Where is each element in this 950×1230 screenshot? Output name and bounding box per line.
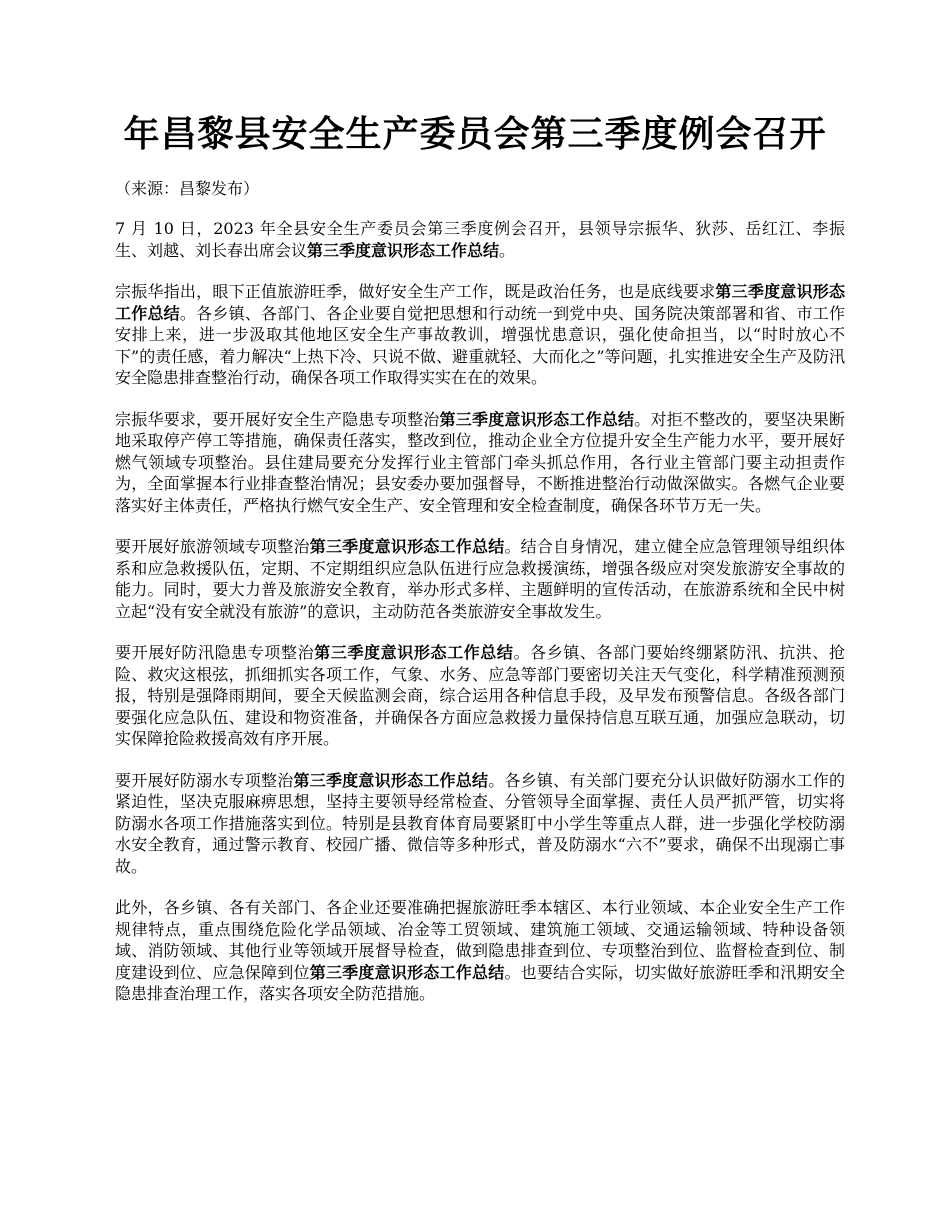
highlight-phrase: 第三季度意识形态工作总结 [309,537,505,556]
paragraph-7 [115,897,845,1005]
paragraph-4 [115,536,845,622]
highlight-phrase: 第三季度意识形态工作总结 [307,240,500,260]
highlight-phrase: 第三季度意识形态工作总结 [439,409,635,429]
paragraph-text: 。结合自身情况，建立健全应急管理领导组织体系和应急救援队伍，定期、不定期组织应急队伍进行应急救援演练，增强各级应对突发旅游安全事故的能力。同时，要大力普及旅游安全教育，举办形式多样、主题鲜明的宣传活动，在旅游系统和全民中树立起“没有安全就没有旅游”的意识，主动防范各类旅游安全事故发生。 [115,537,845,621]
paragraph-text: 宗振华要求，要开展好安全生产隐患专项整治 [115,409,440,429]
highlight-phrase: 第三季度意识形态工作总结 [115,282,845,323]
paragraph-2 [115,281,845,389]
highlight-phrase: 第三季度意识形态工作总结 [293,770,489,790]
paragraph-text: 。也要结合实际，切实做好旅游旺季和汛期安全隐患排查治理工作，落实各项安全防范措施。 [115,962,845,1003]
highlight-phrase: 第三季度意识形态工作总结 [314,643,514,662]
paragraph-text: 。各乡镇、各部门、各企业要自觉把思想和行动统一到党中央、国务院决策部署和省、市工作安排上来，进一步汲取其他地区安全生产事故教训，增强忧患意识，强化使命担当，以“时时放心不下”的责任感，着力解决“上热下冷、只说不做、避重就轻、大而化之”等问题，扎实推进安全生产及防汛安全隐患排查整治行动，确保各项工作取得实实在在的效果。 [115,303,845,387]
article-title: 年昌黎县安全生产委员会第三季度例会召开 [123,113,827,155]
paragraph-text: 7 月 10 日，2023 年全县安全生产委员会第三季度例会召开，县领导宗振华、狄莎、岳红江、李振生、刘越、刘长春出席会议 [115,219,845,260]
highlight-phrase: 第三季度意识形态工作总结 [309,962,505,982]
paragraph-1 [115,218,845,261]
paragraph-text: 要开展好防溺水专项整治 [115,770,294,790]
paragraph-text: 要开展好防汛隐患专项整治 [115,643,315,662]
paragraph-text: 要开展好旅游领域专项整治 [115,537,310,556]
paragraph-text: 。 [499,240,516,260]
paragraph-5 [115,642,845,750]
article-source: （来源：昌黎发布） [115,179,260,198]
article-body [115,218,845,1025]
paragraph-6 [115,770,845,878]
paragraph-text: 。各乡镇、各部门要始终绷紧防汛、抗洪、抢险、救灾这根弦，抓细抓实各项工作，气象、水务、应急等部门要密切关注天气变化，科学精准预测预报，特别是强降雨期间，要全天候监测会商，综合运用各种信息手段，及早发布预警信息。各级各部门要强化应急队伍、建设和物资准备，并确保各方面应急救援力量保持信息互联互通，加强应急联动，切实保障抢险救援高效有序开展。 [115,643,845,748]
paragraph-text: 宗振华指出，眼下正值旅游旺季，做好安全生产工作，既是政治任务，也是底线要求 [115,282,716,301]
paragraph-text: 。对拒不整改的，要坚决果断地采取停产停工等措施，确保责任落实，整改到位，推动企业全方位提升安全生产能力水平，要开展好燃气领域专项整治。县住建局要充分发挥行业主管部门牵头抓总作用，各行业主管部门要主动担责作为，全面掌握本行业排查整治情况；县安委办要加强督导，不断推进整治行动做深做实。各燃气企业要落实好主体责任，严格执行燃气安全生产、安全管理和安全检查制度，确保各环节万无一失。 [115,409,845,515]
paragraph-3 [115,409,845,517]
paragraph-text: 。各乡镇、有关部门要充分认识做好防溺水工作的紧迫性，坚决克服麻痹思想，坚持主要领导经常检查、分管领导全面掌握、责任人员严抓严管，切实将防溺水各项工作措施落实到位。特别是县教育体育局要紧盯中小学生等重点人群，进一步强化学校防溺水安全教育，通过警示教育、校园广播、微信等多种形式，普及防溺水“六不”要求，确保不出现溺亡事故。 [115,770,845,876]
paragraph-text: 此外，各乡镇、各有关部门、各企业还要准确把握旅游旺季本辖区、本行业领域、本企业安全生产工作规律特点，重点围绕危险化学品领域、冶金等工贸领域、建筑施工领域、交通运输领域、特种设备领域、消防领域、其他行业等领域开展督导检查，做到隐患排查到位、专项整治到位、监督检查到位、制度建设到位、应急保障到位 [115,898,845,982]
